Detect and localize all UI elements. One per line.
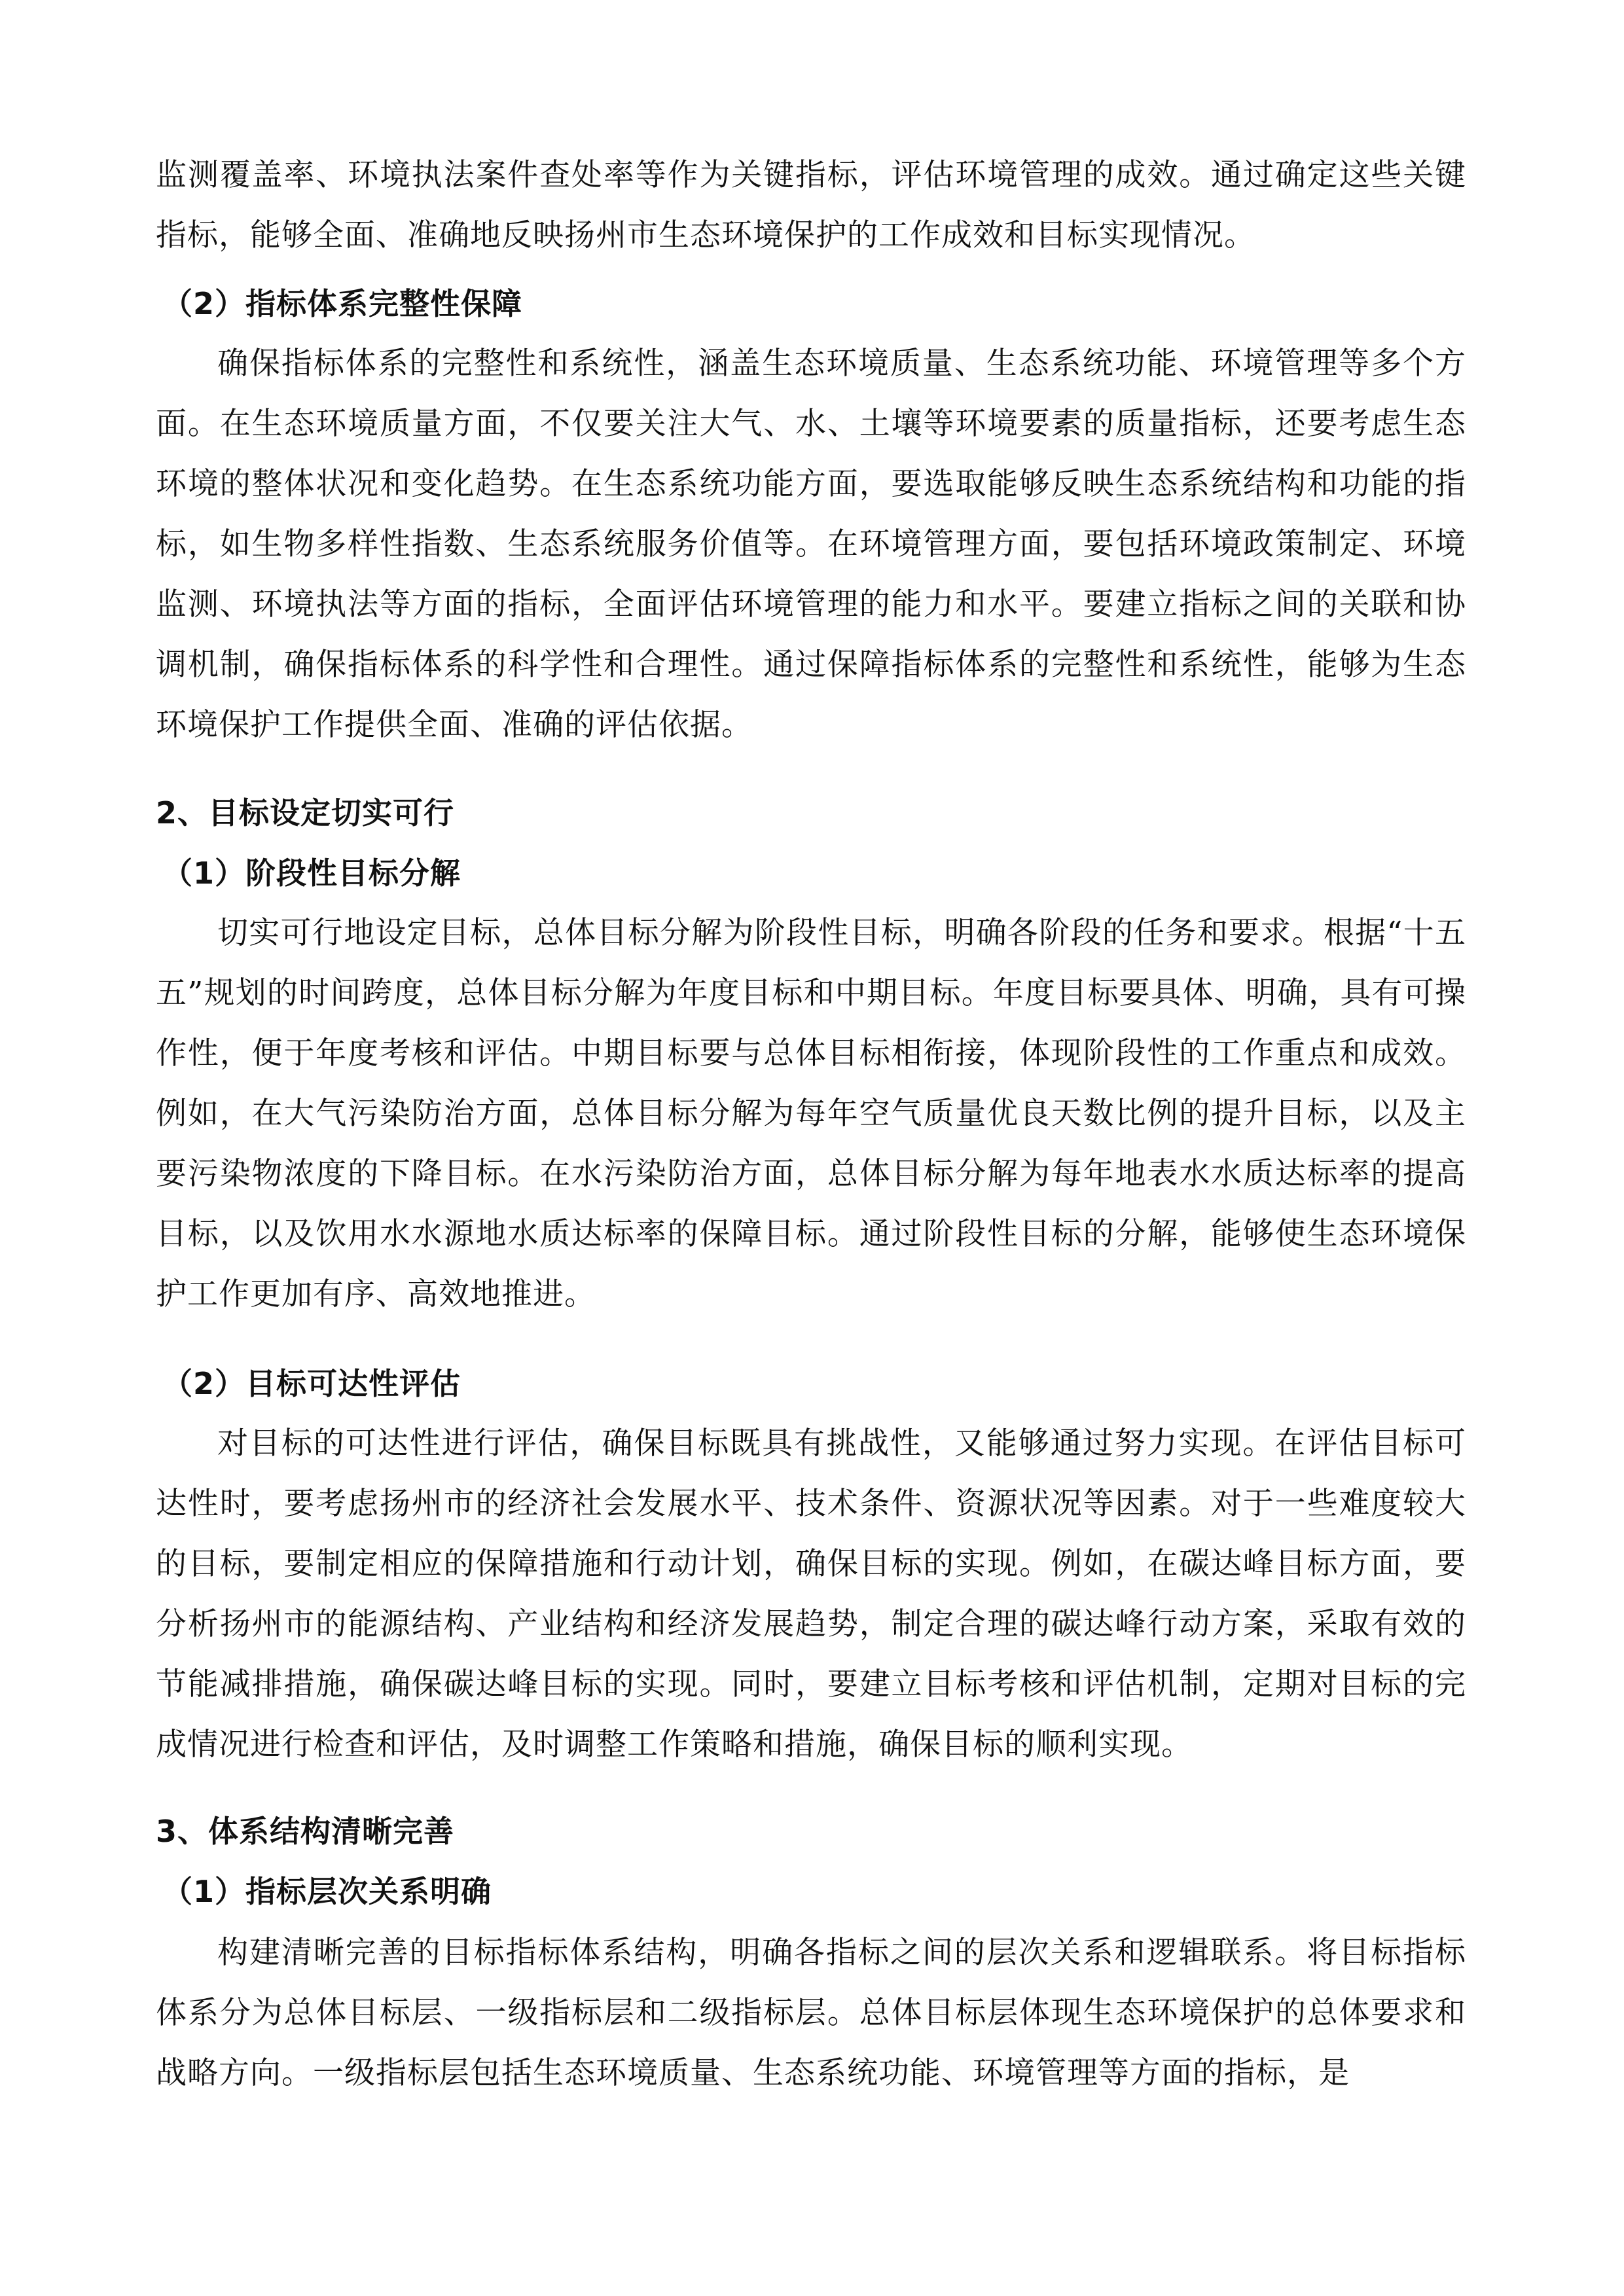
paragraph-indicator-completeness: 确保指标体系的完整性和系统性，涵盖生态环境质量、生态系统功能、环境管理等多个方面。在生态环境质量方面，不仅要关注大气、水、土壤等环境要素的质量指标，还要考虑生态环境的整体状况和变化趋势。在生态系统功能方面，要选取能够反映生态系统结构和功能的指标，如生物多样性指数、生态系统服务价值等。在环境管理方面，要包括环境政策制定、环境监测、环境执法等方面的指标，全面评估环境管理的能力和水平。要建立指标之间的关联和协调机制，确保指标体系的科学性和合理性。通过保障指标体系的完整性和系统性，能够为生态环境保护工作提供全面、准确的评估依据。 [156,346,1466,743]
paragraph-key-indicators-end: 监测覆盖率、环境执法案件查处率等作为关键指标，评估环境管理的成效。通过确定这些关键指标，能够全面、准确地反映扬州市生态环境保护的工作成效和目标实现情况。 [156,157,1466,253]
paragraph-target-feasibility: 对目标的可达性进行评估，确保目标既具有挑战性，又能够通过努力实现。在评估目标可达性时，要考虑扬州市的经济社会发展水平、技术条件、资源状况等因素。对于一些难度较大的目标，要制定相应的保障措施和行动计划，确保目标的实现。例如，在碳达峰目标方面，要分析扬州市的能源结构、产业结构和经济发展趋势，制定合理的碳达峰行动方案，采取有效的节能减排措施，确保碳达峰目标的实现。同时，要建立目标考核和评估机制，定期对目标的完成情况进行检查和评估，及时调整工作策略和措施，确保目标的顺利实现。 [156,1426,1466,1763]
subheading-indicator-hierarchy: （1）指标层次关系明确 [162,1874,492,1909]
paragraph-phased-targets: 切实可行地设定目标，总体目标分解为阶段性目标，明确各阶段的任务和要求。根据“十五五”规划的时间跨度，总体目标分解为年度目标和中期目标。年度目标要具体、明确，具有可操作性，便于年度考核和评估。中期目标要与总体目标相衔接，体现阶段性的工作重点和成效。例如，在大气污染防治方面，总体目标分解为每年空气质量优良天数比例的提升目标，以及主要污染物浓度的下降目标。在水污染防治方面，总体目标分解为每年地表水水质达标率的提高目标，以及饮用水水源地水质达标率的保障目标。通过阶段性目标的分解，能够使生态环境保护工作更加有序、高效地推进。 [156,915,1466,1312]
paragraph-indicator-hierarchy: 构建清晰完善的目标指标体系结构，明确各指标之间的层次关系和逻辑联系。将目标指标体系分为总体目标层、一级指标层和二级指标层。总体目标层体现生态环境保护的总体要求和战略方向。一级指标层包括生态环境质量、生态系统功能、环境管理等方面的指标，是 [156,1935,1466,2091]
heading-target-setting: 2、目标设定切实可行 [156,795,455,831]
heading-system-structure: 3、体系结构清晰完善 [156,1814,455,1849]
subheading-indicator-completeness: （2）指标体系完整性保障 [162,286,523,321]
subheading-target-feasibility: （2）目标可达性评估 [162,1366,461,1401]
subheading-phased-targets: （1）阶段性目标分解 [162,855,461,891]
